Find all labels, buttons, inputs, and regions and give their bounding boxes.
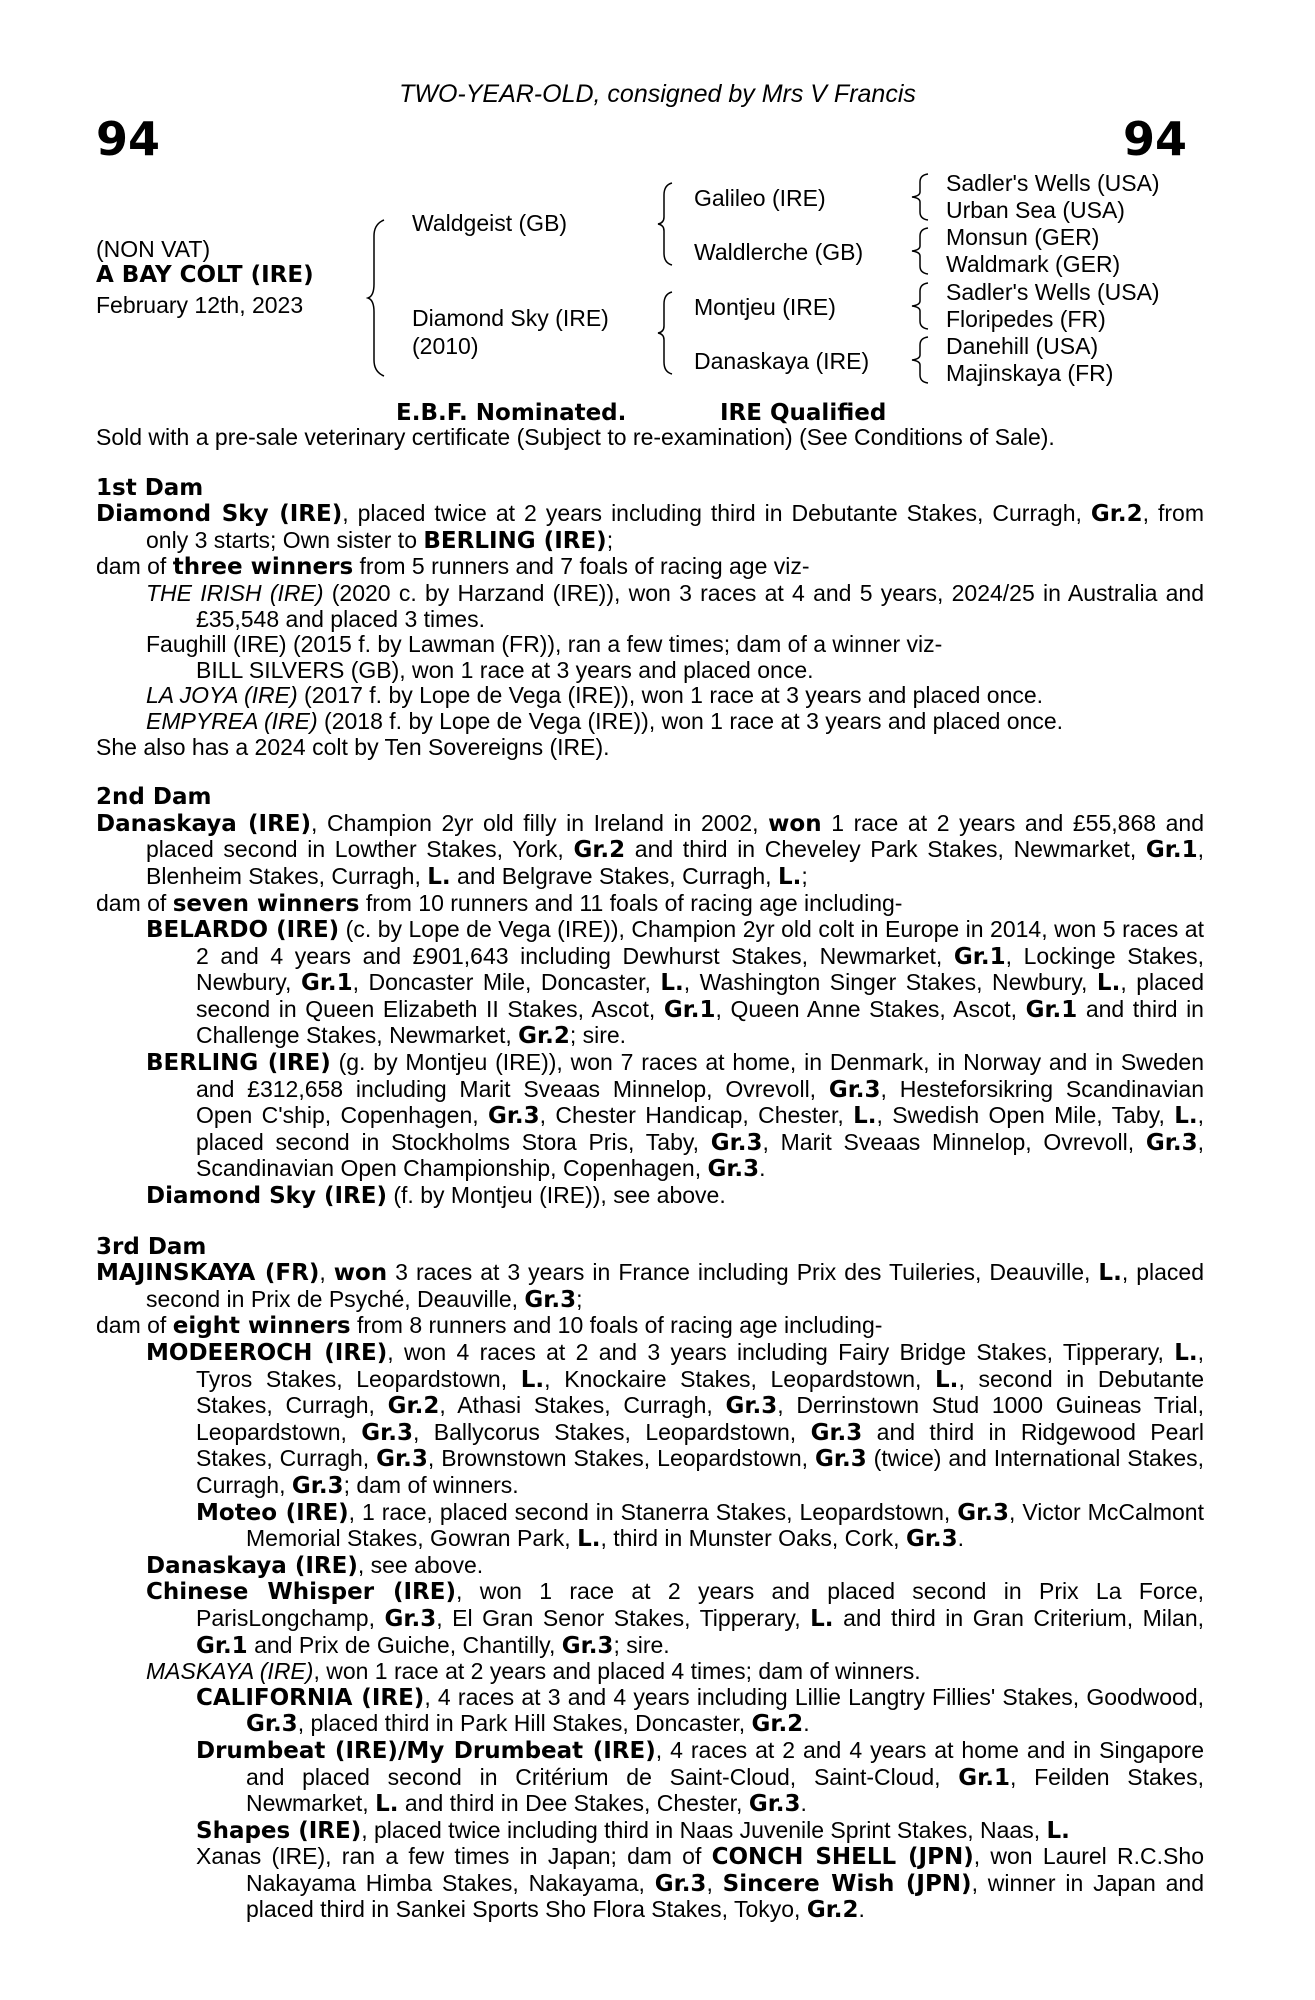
dam-dam: Danaskaya (IRE): [694, 348, 870, 374]
third-dam-summary: MAJINSKAYA (FR), won 3 races at 3 years in France including Prix des Tuileries, Deauville, L., placed second in Prix de Psyché, Deauville, Gr.3;: [96, 1259, 1204, 1313]
produce-empyrea: EMPYREA (IRE) (2018 f. by Lope de Vega (IRE)), won 1 race at 3 years and placed once.: [146, 707, 1064, 734]
produce-modeeroch: MODEEROCH (IRE), won 4 races at 2 and 3 years including Fairy Bridge Stakes, Tipperary, L., Tyros Stakes, Leopardstown, L., Knockaire Stakes, Leopardstown, L., second in Debutante Stakes, Curragh, Gr.2, Athasi Stakes, Curragh, Gr.3, Derrinstown Stud 1000 Guineas Trial, Leopardstown, Gr.3, Ballycorus Stakes, Leopardstown, Gr.3 and third in Ridgewood Pearl Stakes, Curragh, Gr.3, Brownstown Stakes, Leopardstown, Gr.3 (twice) and International Stakes, Curragh, Gr.3; dam of winners.: [146, 1339, 1205, 1499]
pedigree-brace-gg1: [910, 172, 932, 222]
foaling-date: February 12th, 2023: [96, 292, 304, 318]
pedigree-brace-gg2: [910, 226, 932, 276]
second-dam-summary: Danaskaya (IRE), Champion 2yr old filly in Ireland in 2002, won 1 race at 2 years and £55,868 and placed second in Lowther Stakes, York, Gr.2 and third in Cheveley Park Stakes, Newmarket, Gr.1, Blenheim Stakes, Curragh, L. and Belgrave Stakes, Curragh, L.;: [96, 809, 1204, 890]
catalogue-body: [96, 425, 1204, 1924]
dam-year: (2010): [412, 333, 479, 359]
ggp-dss: Sadler's Wells (USA): [946, 279, 1160, 305]
ggp-sss: Sadler's Wells (USA): [946, 170, 1160, 196]
produce-chinese-whisper: Chinese Whisper (IRE), won 1 race at 2 years and placed second in Prix La Force, ParisLongchamp, Gr.3, El Gran Senor Stakes, Tipperary, L. and third in Gran Criterium, Milan, Gr.1 and Prix de Guiche, Chantilly, Gr.3; sire.: [146, 1578, 1205, 1659]
pedigree-brace-sire: [656, 181, 676, 267]
second-dam-name: Danaskaya (IRE): [96, 810, 312, 837]
produce-berling: BERLING (IRE) (g. by Montjeu (IRE)), won 7 races at home, in Denmark, in Norway and in Sweden and £312,658 including Marit Sveaas Minnelop, Ovrevoll, Gr.3, Hesteforsikring Scandinavian Open C'ship, Copenhagen, Gr.3, Chester Handicap, Chester, L., Swedish Open Mile, Taby, L., placed second in Stockholms Stora Pris, Taby, Gr.3, Marit Sveaas Minnelop, Ovrevoll, Gr.3, Scandinavian Open Championship, Copenhagen, Gr.3.: [146, 1049, 1205, 1183]
third-dam-produce-intro: dam of eight winners from 8 runners and 10 foals of racing age including-: [96, 1312, 883, 1340]
lot-number-left: 94: [96, 112, 161, 166]
first-dam-produce-intro: dam of three winners from 5 runners and 7 foals of racing age viz-: [96, 553, 810, 581]
produce-shapes: Shapes (IRE), placed twice including third in Naas Juvenile Sprint Stakes, Naas, L.: [196, 1816, 1070, 1844]
dam-sire: Montjeu (IRE): [694, 294, 836, 320]
third-dam-heading: 3rd Dam: [96, 1233, 207, 1260]
pedigree-brace-gg4: [910, 335, 932, 385]
produce-bill-silvers: BILL SILVERS (GB), won 1 race at 3 years and placed once.: [196, 656, 814, 683]
produce-drumbeat: Drumbeat (IRE)/My Drumbeat (IRE), 4 races at 2 and 4 years at home and in Singapore and placed second in Critérium de Saint-Cloud, Saint-Cloud, Gr.1, Feilden Stakes, Newmarket, L. and third in Dee Stakes, Chester, Gr.3.: [196, 1736, 1204, 1818]
ggp-sdd: Waldmark (GER): [946, 251, 1121, 277]
ggp-ssd: Urban Sea (USA): [946, 197, 1125, 223]
sire-sire: Galileo (IRE): [694, 185, 826, 211]
sire-dam: Waldlerche (GB): [694, 239, 864, 265]
ggp-ddd: Majinskaya (FR): [946, 360, 1114, 386]
ire-qualified: IRE Qualified: [720, 400, 887, 426]
produce-the-irish: THE IRISH (IRE) (2020 c. by Harzand (IRE)), won 3 races at 4 and 5 years, 2024/25 in Australia and £35,548 and placed 3 times.: [146, 579, 1204, 632]
vet-note: Sold with a pre-sale veterinary certificate (Subject to re-examination) (See Conditions of Sale).: [96, 424, 1055, 450]
horse-name: A BAY COLT (IRE): [96, 262, 314, 288]
third-dam-name: MAJINSKAYA (FR): [96, 1260, 320, 1287]
ggp-sds: Monsun (GER): [946, 224, 1100, 250]
second-dam-heading: 2nd Dam: [96, 784, 212, 811]
lot-header: TWO-YEAR-OLD, consigned by Mrs V Francis: [399, 80, 916, 108]
produce-la-joya: LA JOYA (IRE) (2017 f. by Lope de Vega (IRE)), won 1 race at 3 years and placed once.: [146, 682, 1044, 709]
produce-maskaya: MASKAYA (IRE), won 1 race at 2 years and placed 4 times; dam of winners.: [146, 1658, 921, 1685]
ggp-dsd: Floripedes (FR): [946, 306, 1106, 332]
produce-moteo: Moteo (IRE), 1 race, placed second in Stanerra Stakes, Leopardstown, Gr.3, Victor McCalmont Memorial Stakes, Gowran Park, L., third in Munster Oaks, Cork, Gr.3.: [196, 1498, 1204, 1553]
produce-belardo: BELARDO (IRE) (c. by Lope de Vega (IRE)), Champion 2yr old colt in Europe in 2014, won 5 races at 2 and 4 years and £901,643 including Dewhurst Stakes, Newmarket, Gr.1, Lockinge Stakes, Newbury, Gr.1, Doncaster Mile, Doncaster, L., Washington Singer Stakes, Newbury, L., placed second in Queen Elizabeth II Stakes, Ascot, Gr.1, Queen Anne Stakes, Ascot, Gr.1 and third in Challenge Stakes, Newmarket, Gr.2; sire.: [146, 916, 1204, 1050]
first-dam-summary: Diamond Sky (IRE), placed twice at 2 years including third in Debutante Stakes, Curragh, Gr.2, from only 3 starts; Own sister to BERLING (IRE);: [96, 500, 1204, 554]
first-dam-2024-colt: She also has a 2024 colt by Ten Sovereigns (IRE).: [96, 733, 610, 760]
produce-danaskaya: Danaskaya (IRE), see above.: [146, 1551, 484, 1579]
second-dam-produce-intro: dam of seven winners from 10 runners and 11 foals of racing age including-: [96, 889, 903, 917]
first-dam-heading: 1st Dam: [96, 474, 204, 501]
lot-number-right: 94: [1123, 112, 1188, 166]
produce-california: CALIFORNIA (IRE), 4 races at 3 and 4 years including Lillie Langtry Fillies' Stakes, Goodwood, Gr.3, placed third in Park Hill Stakes, Doncaster, Gr.2.: [196, 1683, 1204, 1738]
produce-diamond-sky: Diamond Sky (IRE) (f. by Montjeu (IRE)), see above.: [146, 1182, 726, 1210]
pedigree-brace-dam: [656, 290, 676, 376]
vat-status: (NON VAT): [96, 236, 211, 262]
produce-faughill: Faughill (IRE) (2015 f. by Lawman (FR)), ran a few times; dam of a winner viz-: [146, 631, 943, 658]
pedigree-brace-gg3: [910, 281, 932, 331]
ggp-dds: Danehill (USA): [946, 333, 1099, 359]
sire: Waldgeist (GB): [412, 210, 568, 236]
first-dam-name: Diamond Sky (IRE): [96, 501, 343, 528]
pedigree-brace-main: [366, 218, 388, 378]
dam: Diamond Sky (IRE): [412, 305, 609, 331]
ebf-nominated: E.B.F. Nominated.: [396, 400, 627, 426]
produce-xanas: Xanas (IRE), ran a few times in Japan; dam of CONCH SHELL (JPN), won Laurel R.C.Sho Nakayama Himba Stakes, Nakayama, Gr.3, Sincere Wish (JPN), winner in Japan and placed third in Sankei Sports Sho Flora Stakes, Tokyo, Gr.2.: [196, 1843, 1204, 1924]
